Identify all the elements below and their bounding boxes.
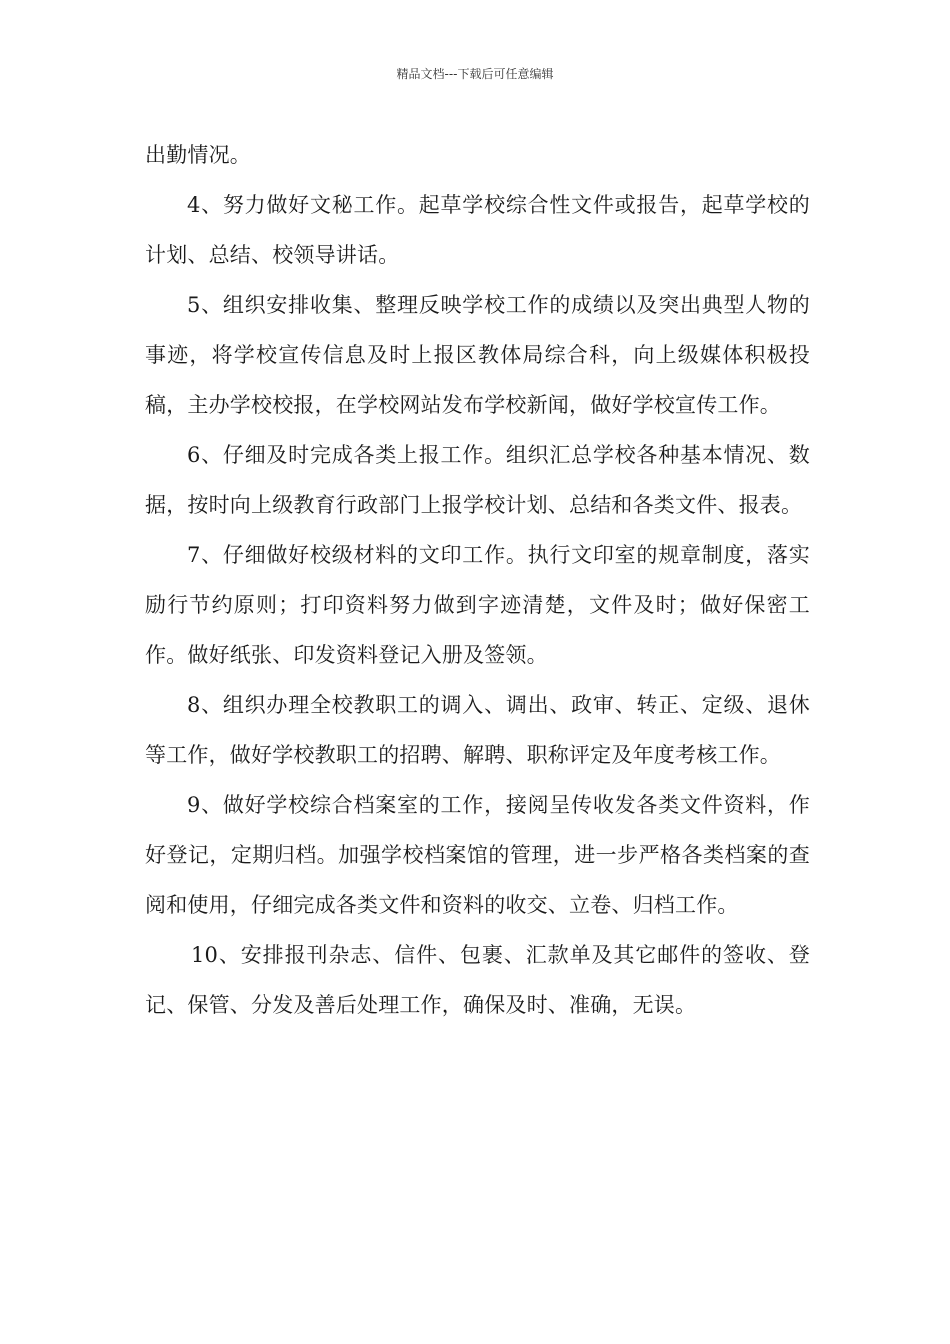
paragraph-item-6: 6、仔细及时完成各类上报工作。组织汇总学校各种基本情况、数据，按时向上级教育行政部门上报学校计划、总结和各类文件、报表。: [145, 443, 810, 517]
paragraph-item-9: 9、做好学校综合档案室的工作，接阅呈传收发各类文件资料，作好登记，定期归档。加强学校档案馆的管理，进一步严格各类档案的查阅和使用，仔细完成各类文件和资料的收交、立卷、归档工作。: [145, 793, 810, 917]
document-body: [145, 130, 810, 1030]
page-header: 精品文档---下载后可任意编辑: [396, 67, 554, 81]
paragraph-item-4: 4、努力做好文秘工作。起草学校综合性文件或报告，起草学校的计划、总结、校领导讲话。: [145, 193, 810, 267]
paragraph-item-5: 5、组织安排收集、整理反映学校工作的成绩以及突出典型人物的事迹，将学校宣传信息及时上报区教体局综合科，向上级媒体积极投稿，主办学校校报，在学校网站发布学校新闻，做好学校宣传工作。: [145, 293, 810, 417]
paragraph-continuation: 出勤情况。: [145, 143, 251, 167]
paragraph-item-10: 10、安排报刊杂志、信件、包裹、汇款单及其它邮件的签收、登记、保管、分发及善后处理工作，确保及时、准确，无误。: [145, 943, 810, 1017]
paragraph-item-8: 8、组织办理全校教职工的调入、调出、政审、转正、定级、退休等工作，做好学校教职工的招聘、解聘、职称评定及年度考核工作。: [145, 693, 810, 767]
paragraph-item-7: 7、仔细做好校级材料的文印工作。执行文印室的规章制度，落实励行节约原则；打印资料努力做到字迹清楚，文件及时；做好保密工作。做好纸张、印发资料登记入册及签领。: [145, 543, 810, 667]
